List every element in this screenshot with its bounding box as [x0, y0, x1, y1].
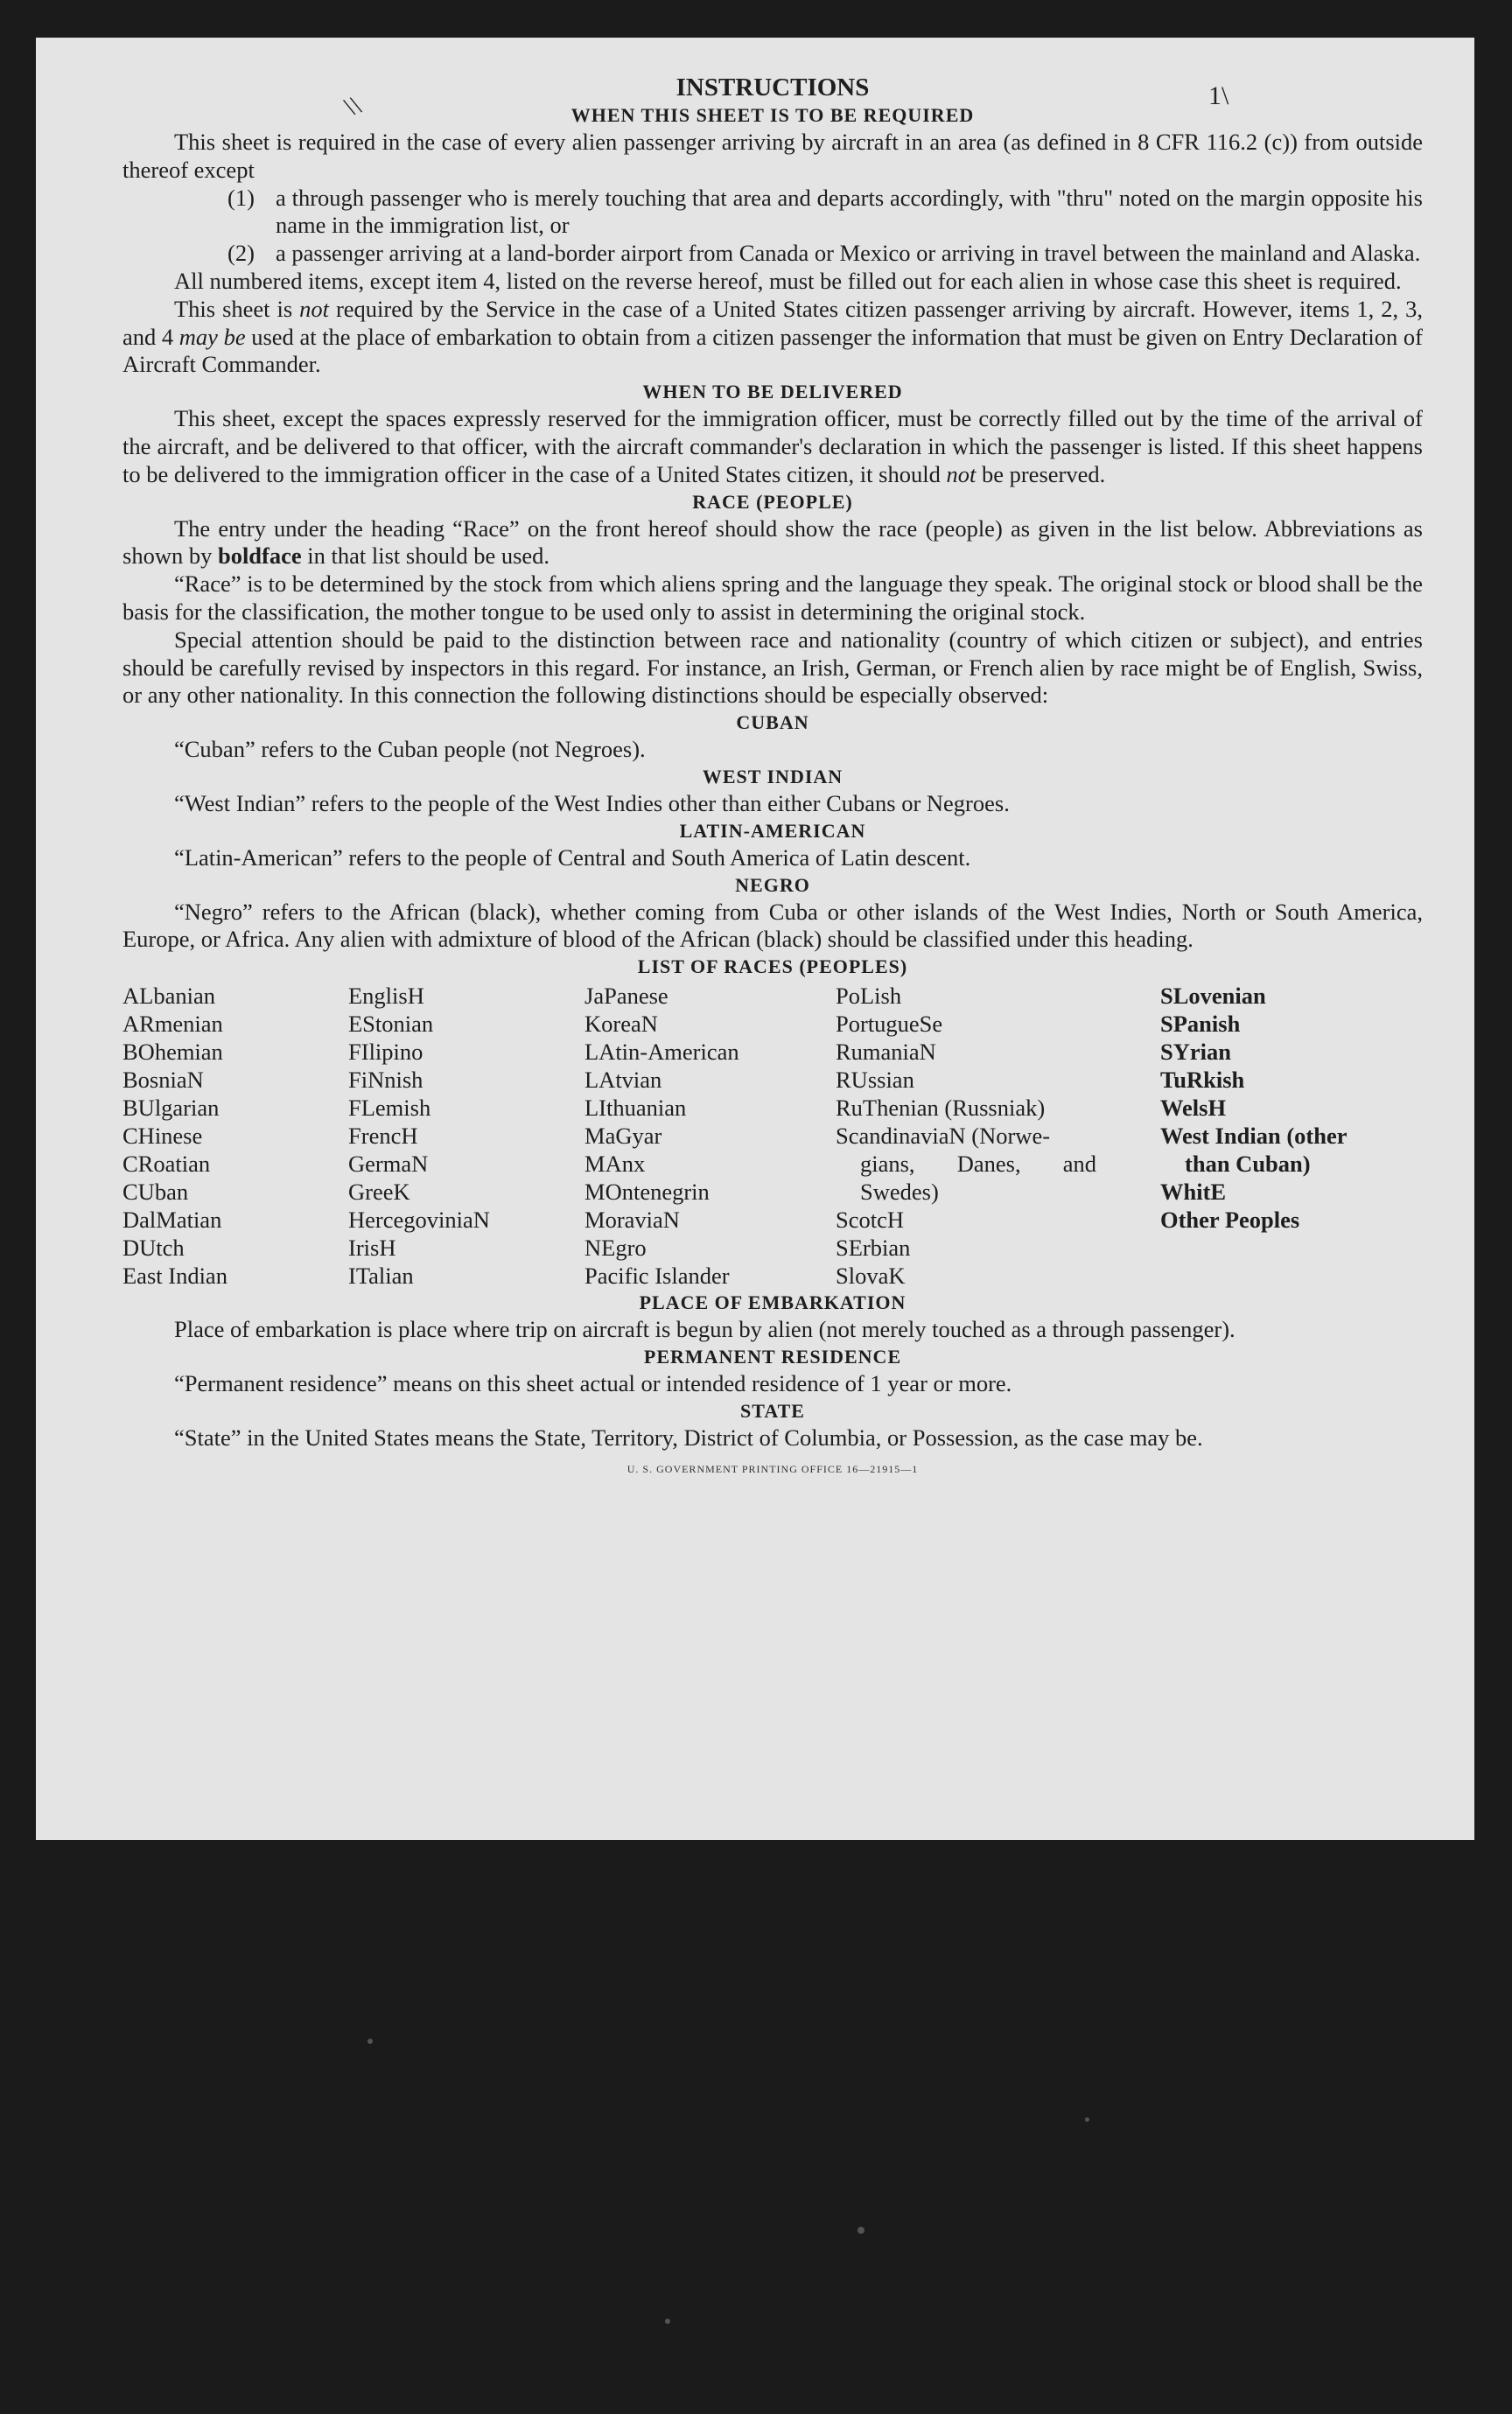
- race-item: FrencH: [348, 1123, 418, 1150]
- background-speck: [858, 2227, 864, 2234]
- document-sheet: [36, 38, 1474, 1840]
- race-item: IrisH: [348, 1235, 396, 1262]
- race-item: FiNnish: [348, 1067, 424, 1094]
- race-item: Pacific Islander: [584, 1263, 730, 1290]
- race-item: WhitE: [1160, 1179, 1227, 1206]
- race-item: SErbian: [836, 1235, 911, 1262]
- race-item: MOntenegrin: [584, 1179, 710, 1206]
- paragraph: This sheet is required in the case of every alien passenger arriving by aircraft in an area (as defined in 8 CFR 116.2 (c)) from outside thereof except: [122, 129, 1423, 183]
- race-item: MoraviaN: [584, 1207, 680, 1234]
- heading-permanent-residence: PERMANENT RESIDENCE: [643, 1345, 902, 1368]
- heading-when-delivered: WHEN TO BE DELIVERED: [642, 381, 903, 403]
- paragraph: “Permanent residence” means on this sheet actual or intended residence of 1 year or more.: [174, 1369, 1012, 1396]
- paragraph: “Cuban” refers to the Cuban people (not Negroes).: [174, 736, 646, 763]
- paragraph: All numbered items, except item 4, listed on the reverse hereof, must be filled out for each alien in whose case this sheet is required.: [174, 267, 1402, 294]
- pen-tick-mark: \\: [340, 90, 365, 122]
- list-item: [228, 185, 1423, 241]
- race-item: SYrian: [1160, 1039, 1231, 1066]
- paragraph: “State” in the United States means the State, Territory, District of Columbia, or Possession, as the case may be.: [174, 1424, 1203, 1451]
- race-item: gians, Danes, and: [860, 1151, 1096, 1178]
- race-item: Swedes): [860, 1179, 939, 1206]
- paragraph: Place of embarkation is place where trip on aircraft is begun by alien (not merely touched as a through passenger).: [174, 1316, 1236, 1343]
- race-item: MaGyar: [584, 1123, 662, 1150]
- background-speck: [1085, 2117, 1089, 2122]
- race-item: LAtin-American: [584, 1039, 739, 1066]
- heading-place-of-embarkation: PLACE OF EMBARKATION: [639, 1291, 906, 1314]
- races-column-4: [836, 982, 1096, 1290]
- race-item: RumaniaN: [836, 1039, 936, 1066]
- page-title: INSTRUCTIONS: [676, 73, 870, 101]
- heading-west-indian: WEST INDIAN: [702, 765, 844, 787]
- race-item: PortugueSe: [836, 1011, 943, 1038]
- races-column-5: [1160, 982, 1388, 1290]
- race-item: BUlgarian: [122, 1095, 220, 1122]
- race-item: ALbanian: [122, 983, 215, 1010]
- race-item: NEgro: [584, 1235, 647, 1262]
- race-item: SPanish: [1160, 1011, 1241, 1038]
- heading-cuban: CUBAN: [736, 711, 809, 734]
- background-speck: [368, 2039, 373, 2044]
- paragraph: “Latin-American” refers to the people of Central and South America of Latin descent.: [174, 843, 971, 871]
- race-item: JaPanese: [584, 983, 668, 1010]
- handwritten-mark: 1\: [1208, 81, 1229, 110]
- race-item: East Indian: [122, 1263, 228, 1290]
- race-item: than Cuban): [1185, 1151, 1311, 1178]
- races-column-3: [584, 982, 836, 1290]
- paragraph: This sheet is not required by the Service in the case of a United States citizen passenger arriving by aircraft. However, items 1, 2, 3, and 4 may be used at the place of embarkation to obtain from a citizen passenger the information that must be given on Entry Declaration of Aircraft Commander.: [122, 295, 1423, 378]
- background-speck: [665, 2319, 670, 2324]
- race-item: DUtch: [122, 1235, 185, 1262]
- heading-latin-american: LATIN-AMERICAN: [679, 819, 866, 842]
- race-item: BosniaN: [122, 1067, 204, 1094]
- race-item: BOhemian: [122, 1039, 223, 1066]
- race-item: ARmenian: [122, 1011, 223, 1038]
- heading-list-of-races: LIST OF RACES (PEOPLES): [637, 955, 908, 978]
- heading-race: RACE (PEOPLE): [692, 490, 853, 513]
- paragraph: “West Indian” refers to the people of the West Indies other than either Cubans or Negroes.: [174, 789, 1010, 816]
- race-item: SLovenian: [1160, 983, 1266, 1010]
- heading-state: STATE: [740, 1399, 805, 1422]
- race-item: GreeK: [348, 1179, 410, 1206]
- item-number: (2): [228, 240, 255, 267]
- race-item: KoreaN: [584, 1011, 658, 1038]
- races-column-1: [122, 982, 348, 1290]
- paragraph: Special attention should be paid to the distinction between race and nationality (country of which citizen or subject), and entries should be carefully revised by inspectors in this regard. For instance, an Irish, German, or French alien by race might be of English, Swiss, or any other nationality. In this connection the following distinctions should be especially observed:: [122, 626, 1423, 709]
- race-item: ScotcH: [836, 1207, 905, 1234]
- race-item: LAtvian: [584, 1067, 662, 1094]
- race-item: EStonian: [348, 1011, 434, 1038]
- races-list: [122, 982, 1423, 1290]
- race-item: MAnx: [584, 1151, 646, 1178]
- race-item: CRoatian: [122, 1151, 211, 1178]
- race-item: ScandinaviaN (Norwe-: [836, 1123, 1051, 1150]
- heading-negro: NEGRO: [735, 873, 810, 896]
- printer-imprint: U. S. GOVERNMENT PRINTING OFFICE 16—21915—1: [626, 1462, 919, 1475]
- race-item: CUban: [122, 1179, 189, 1206]
- paragraph: The entry under the heading “Race” on the front hereof should show the race (people) as given in the list below. Abbreviations as shown by boldface in that list should be used.: [122, 514, 1423, 570]
- race-item: RuThenian (Russniak): [836, 1095, 1046, 1122]
- race-item: HercegoviniaN: [348, 1207, 490, 1234]
- heading-when-required: WHEN THIS SHEET IS TO BE REQUIRED: [570, 104, 975, 126]
- race-item: PoLish: [836, 983, 902, 1010]
- race-item: West Indian (other: [1160, 1123, 1348, 1150]
- race-item: DalMatian: [122, 1207, 222, 1234]
- race-item: ITalian: [348, 1263, 414, 1290]
- race-item: TuRkish: [1160, 1067, 1245, 1094]
- race-item: Other Peoples: [1160, 1207, 1300, 1234]
- race-item: WelsH: [1160, 1095, 1227, 1122]
- list-item: [228, 240, 1423, 268]
- race-item: EnglisH: [348, 983, 424, 1010]
- race-item: SlovaK: [836, 1263, 906, 1290]
- race-item: LIthuanian: [584, 1095, 687, 1122]
- races-column-2: [348, 982, 584, 1290]
- race-item: FIlipino: [348, 1039, 424, 1066]
- paragraph: This sheet, except the spaces expressly reserved for the immigration officer, must be correctly filled out by the time of the arrival of the aircraft, and be delivered to that officer, with the aircraft commander's declaration in which the passenger is listed. If this sheet happens to be delivered to the immigration officer in the case of a United States citizen, it should not be preserved.: [122, 405, 1423, 487]
- item-text: a passenger arriving at a land-border airport from Canada or Mexico or arriving in travel between the mainland and Alaska.: [276, 240, 1421, 267]
- race-item: RUssian: [836, 1067, 914, 1094]
- item-text: a through passenger who is merely touching that area and departs accordingly, with "thru" noted on the margin opposite his name in the immigration list, or: [276, 184, 1423, 239]
- race-item: CHinese: [122, 1123, 203, 1150]
- item-number: (1): [228, 184, 255, 211]
- race-item: FLemish: [348, 1095, 431, 1122]
- paragraph: “Negro” refers to the African (black), whether coming from Cuba or other islands of the West Indies, North or South America, Europe, or Africa. Any alien with admixture of blood of the African (black) should be classified under this heading.: [122, 898, 1423, 953]
- paragraph: “Race” is to be determined by the stock from which aliens spring and the language they speak. The original stock or blood shall be the basis for the classification, the mother tongue to be used only to assist in determining the original stock.: [122, 570, 1423, 625]
- race-item: GermaN: [348, 1151, 429, 1178]
